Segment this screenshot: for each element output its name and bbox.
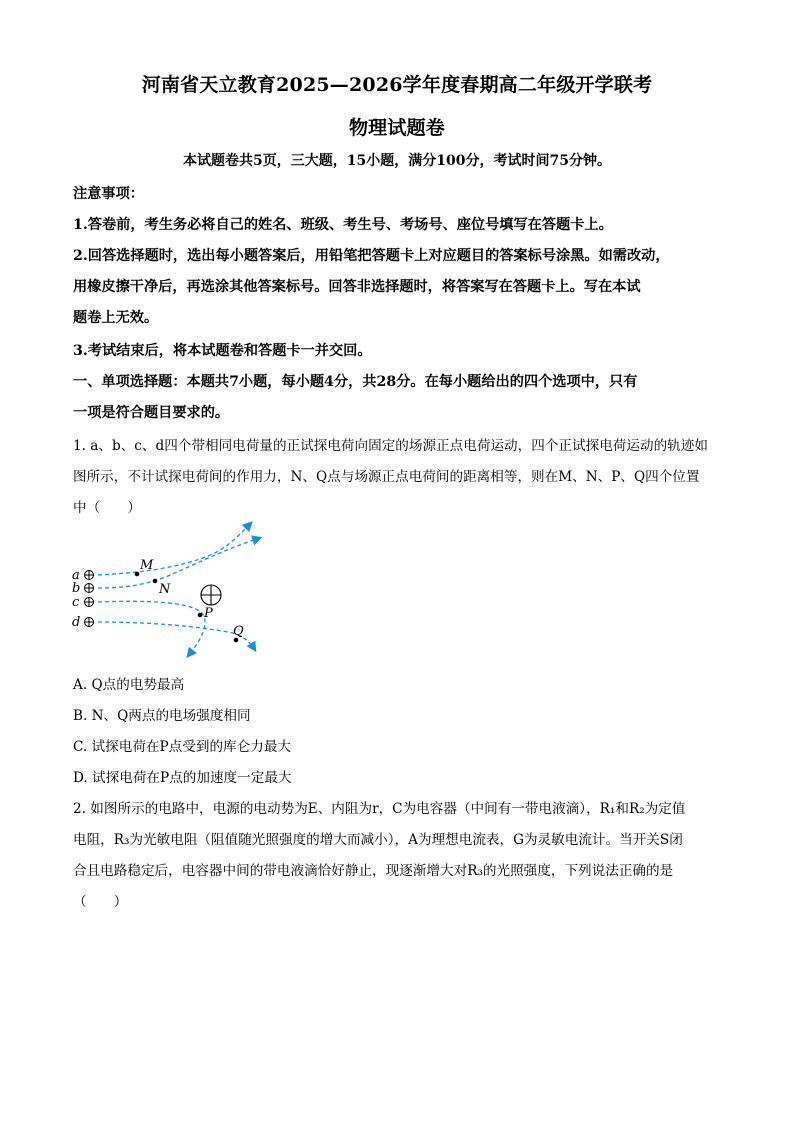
q1-option-c: C. 试探电荷在P点受到的库仑力最大 bbox=[73, 739, 292, 755]
trajectory-c bbox=[98, 601, 205, 656]
q2-stem-line-1: 2. 如图所示的电路中，电源的电动势为E、内阻为r，C为电容器（中间有一带电液滴），R₁和R₂为定值 bbox=[73, 801, 686, 817]
charge-c bbox=[85, 598, 94, 607]
charge-a bbox=[85, 571, 94, 580]
q1-stem-line-2: 图所示，不计试探电荷间的作用力，N、Q点与场源正点电荷间的距离相等，则在M、N、P、Q四个位置 bbox=[73, 469, 700, 485]
q2-stem-line-3: 合且电路稳定后，电容器中间的带电液滴恰好静止，现逐渐增大对R₃的光照强度，下列说法正确的是 bbox=[73, 863, 674, 879]
q1-option-d: D. 试探电荷在P点的加速度一定最大 bbox=[73, 770, 292, 786]
charge-d bbox=[85, 618, 94, 627]
q1-stem-line-1: 1. a、b、c、d四个带相同电荷量的正试探电荷向固定的场源正点电荷运动，四个正试探电荷运动的轨迹如 bbox=[73, 438, 708, 454]
q1-option-b: B. N、Q两点的电场强度相同 bbox=[73, 708, 251, 724]
exam-title: 河南省天立教育2025—2026学年度春期高二年级开学联考 bbox=[141, 74, 653, 96]
trajectory-b bbox=[98, 538, 260, 588]
note-item-2-line-3: 题卷上无效。 bbox=[73, 310, 159, 326]
notes-heading: 注意事项： bbox=[73, 186, 144, 202]
q1-trajectory-figure bbox=[68, 518, 278, 663]
label-a: a bbox=[72, 568, 80, 583]
note-item-2-line-2: 用橡皮擦干净后，再选涂其他答案标号。回答非选择题时，将答案写在答题卡上。写在本试 bbox=[73, 279, 641, 295]
note-item-1: 1.答卷前，考生务必将自己的姓名、班级、考生号、考场号、座位号填写在答题卡上。 bbox=[73, 217, 613, 233]
charge-b bbox=[85, 584, 94, 593]
label-M: M bbox=[140, 558, 154, 573]
label-b: b bbox=[72, 581, 81, 596]
exam-info: 本试题卷共5页，三大题，15小题，满分100分，考试时间75分钟。 bbox=[183, 153, 611, 169]
trajectory-a bbox=[98, 523, 251, 575]
label-d: d bbox=[72, 615, 81, 630]
q2-stem-line-4: （ ） bbox=[73, 894, 128, 910]
note-item-3: 3.考试结束后，将本试题卷和答题卡一并交回。 bbox=[73, 343, 372, 359]
q1-option-a: A. Q点的电势最高 bbox=[73, 677, 185, 693]
label-N: N bbox=[159, 582, 171, 597]
source-charge bbox=[201, 585, 221, 605]
section-heading-line-1: 一、单项选择题：本题共7小题，每小题4分，共28分。在每小题给出的四个选项中，只有 bbox=[73, 374, 638, 390]
trajectory-d bbox=[98, 622, 255, 650]
label-Q: Q bbox=[233, 624, 244, 639]
label-c: c bbox=[72, 595, 80, 610]
section-heading-line-2: 一项是符合题目要求的。 bbox=[73, 405, 230, 421]
note-item-2-line-1: 2.回答选择题时，选出每小题答案后，用铅笔把答题卡上对应题目的答案标号涂黑。如需改动， bbox=[73, 248, 670, 264]
exam-subtitle: 物理试题卷 bbox=[348, 117, 445, 139]
point-M bbox=[135, 572, 140, 577]
point-N bbox=[153, 579, 158, 584]
q1-stem-line-3: 中（ ） bbox=[73, 500, 141, 516]
point-P bbox=[198, 613, 203, 618]
label-P: P bbox=[204, 606, 213, 621]
q2-stem-line-2: 电阻，R₃为光敏电阻（阻值随光照强度的增大而减小），A为理想电流表，G为灵敏电流计。当开关S闭 bbox=[73, 832, 683, 848]
